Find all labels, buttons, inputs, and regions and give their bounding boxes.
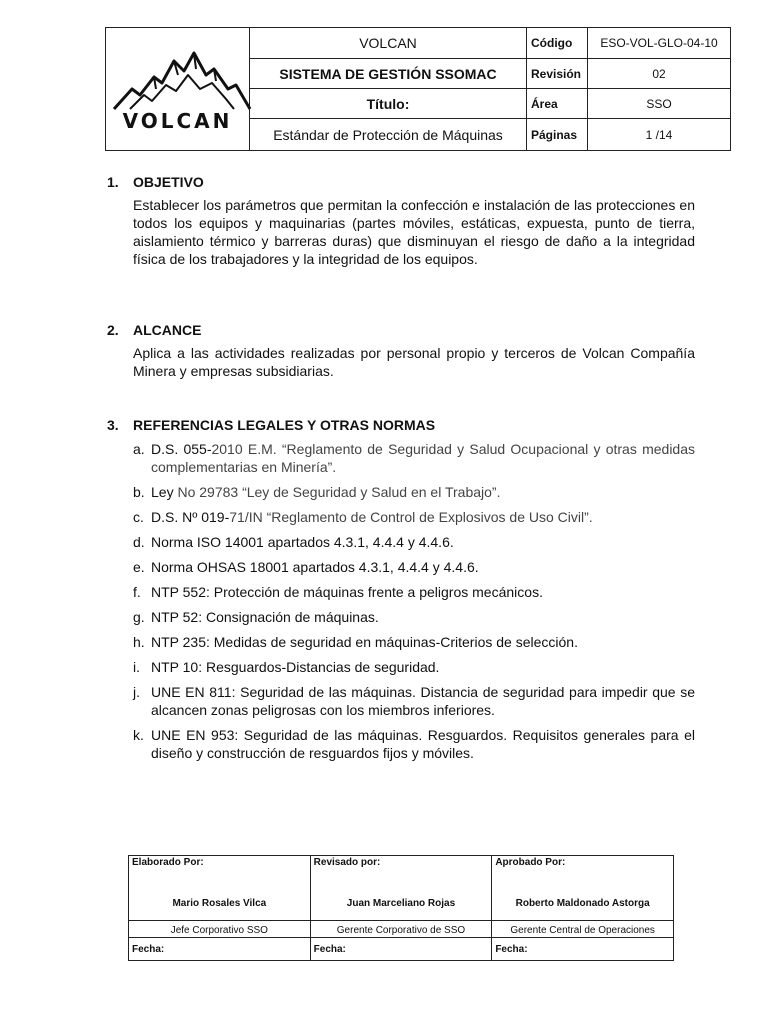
document-title: Estándar de Protección de Máquinas	[250, 119, 527, 151]
area-label: Área	[527, 89, 588, 119]
reference-letter: a.	[133, 441, 145, 457]
company-name: VOLCAN	[250, 28, 527, 59]
reference-item	[133, 583, 695, 601]
reference-item	[133, 440, 695, 476]
reference-letter: g.	[133, 609, 145, 625]
section-number: 3.	[107, 417, 119, 433]
area-value: SSO	[588, 89, 731, 119]
reference-text: NTP 552: Protección de máquinas frente a peligros mecánicos.	[151, 584, 543, 600]
section-heading	[107, 322, 695, 338]
code-value: ESO-VOL-GLO-04-10	[588, 28, 731, 59]
reference-text: 2010 E.M. “Reglamento de Seguridad y Salud Ocupacional y otras medidas complementarias en Minería”.	[151, 441, 695, 475]
pages-value: 1 /14	[588, 119, 731, 151]
prepared-by-label: Elaborado Por:	[132, 857, 204, 868]
section-text: Establecer los parámetros que permitan la confección e instalación de las protecciones en todos los equipos y maquinarias (partes móviles, estáticas, expuesta, punto de tierra, aislamiento térmico y barreras duras) que disminuyan el riesgo de daño a la integridad física de los trabajadores y la integridad de los equipos.	[133, 197, 695, 267]
reviewed-by-name: Juan Marceliano Rojas	[346, 898, 456, 909]
reviewed-by-role: Gerente Corporativo de SSO	[310, 921, 492, 938]
prepared-by-role: Jefe Corporativo SSO	[129, 921, 311, 938]
approved-by-name: Roberto Maldonado Astorga	[515, 898, 650, 909]
section-objetivo	[107, 174, 695, 268]
reference-letter: j.	[133, 684, 140, 700]
reference-text: No 29783 “Ley de Seguridad y Salud en el Trabajo”.	[177, 484, 501, 500]
approved-by-role: Gerente Central de Operaciones	[492, 921, 674, 938]
section-text: Aplica a las actividades realizadas por personal propio y terceros de Volcan Compañía Minera y empresas subsidiarias.	[133, 345, 695, 379]
approved-by-label: Aprobado Por:	[495, 857, 566, 868]
reference-letter: b.	[133, 484, 145, 500]
reference-letter: f.	[133, 584, 141, 600]
section-alcance	[107, 322, 695, 380]
reference-letter: e.	[133, 559, 145, 575]
reference-letter: d.	[133, 534, 145, 550]
reference-text: Norma ISO 14001 apartados 4.3.1, 4.4.4 y 4.4.6.	[151, 534, 454, 550]
reference-item	[133, 658, 695, 676]
revision-label: Revisión	[527, 59, 588, 89]
code-label: Código	[527, 28, 588, 59]
reference-item	[133, 483, 695, 501]
prepared-date-label: Fecha:	[129, 938, 311, 961]
reference-text: UNE EN 953: Seguridad de las máquinas. Resguardos. Requisitos generales para el diseño y construcción de resguardos fijos y móviles.	[151, 727, 695, 761]
reference-lead: D.S. Nº 019-	[151, 509, 230, 525]
section-title: ALCANCE	[133, 322, 202, 338]
document-header	[105, 27, 730, 150]
section-number: 2.	[107, 322, 119, 338]
title-label: Título:	[250, 89, 527, 119]
signature-table	[128, 855, 674, 961]
reference-item	[133, 726, 695, 762]
pages-label: Páginas	[527, 119, 588, 151]
signature-heading	[129, 856, 311, 921]
approved-date-label: Fecha:	[492, 938, 674, 961]
reference-text: UNE EN 811: Seguridad de las máquinas. Distancia de seguridad para impedir que se alcancen zonas peligrosas con los miembros inferiores.	[151, 684, 695, 718]
reference-text: NTP 52: Consignación de máquinas.	[151, 609, 379, 625]
reference-lead: D.S. 055-	[151, 441, 212, 457]
system-name: SISTEMA DE GESTIÓN SSOMAC	[250, 59, 527, 89]
reference-lead: Ley	[151, 484, 178, 500]
section-title: REFERENCIAS LEGALES Y OTRAS NORMAS	[133, 417, 436, 433]
reference-letter: c.	[133, 509, 144, 525]
reviewed-date-label: Fecha:	[310, 938, 492, 961]
reference-item	[133, 683, 695, 719]
prepared-by-name: Mario Rosales Vilca	[172, 898, 267, 909]
signature-heading	[492, 856, 674, 921]
section-number: 1.	[107, 174, 119, 190]
section-heading	[107, 417, 695, 433]
reference-letter: k.	[133, 727, 144, 743]
reference-item	[133, 533, 695, 551]
reference-item	[133, 508, 695, 526]
reference-item	[133, 633, 695, 651]
reviewed-by-label: Revisado por:	[313, 857, 381, 868]
section-heading	[107, 174, 695, 190]
reference-letter: h.	[133, 634, 145, 650]
reference-text: 71/IN “Reglamento de Control de Explosivos de Uso Civil”.	[229, 509, 593, 525]
revision-value: 02	[588, 59, 731, 89]
logo-wordmark: VOLCAN	[122, 109, 233, 133]
section-referencias	[107, 417, 695, 762]
company-logo	[106, 28, 250, 151]
signature-heading	[310, 856, 492, 921]
reference-item	[133, 558, 695, 576]
reference-item	[133, 608, 695, 626]
reference-text: Norma OHSAS 18001 apartados 4.3.1, 4.4.4 y 4.4.6.	[151, 559, 479, 575]
mountain-logo-icon	[110, 45, 252, 113]
reference-text: NTP 10: Resguardos-Distancias de seguridad.	[151, 659, 440, 675]
reference-text: NTP 235: Medidas de seguridad en máquinas-Criterios de selección.	[151, 634, 578, 650]
section-title: OBJETIVO	[133, 174, 204, 190]
reference-letter: i.	[133, 659, 140, 675]
